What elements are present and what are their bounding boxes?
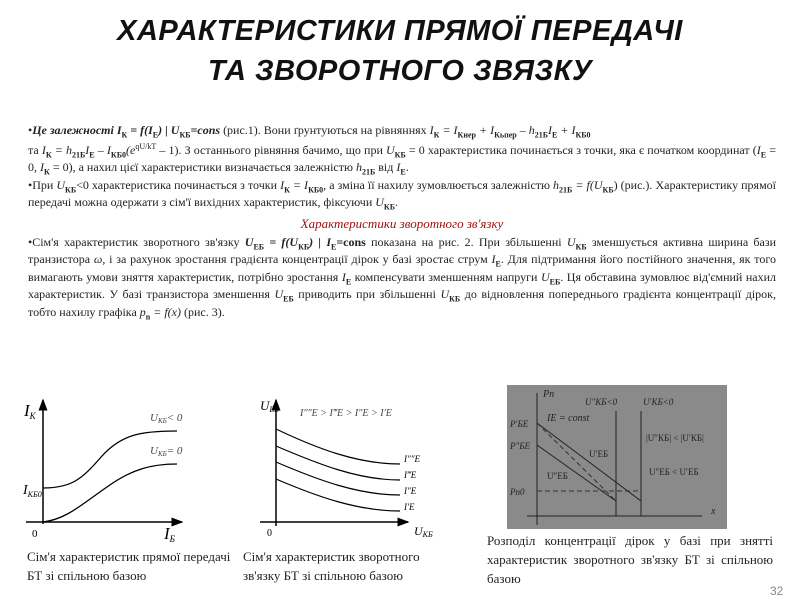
text-segment: Е [345,276,352,286]
ueb2-label: U″ЕБ [547,471,568,481]
curve-ukb-negative [43,431,177,488]
text-segment: ) (рис.). Характеристику прямої передачі можна одержати з сім'ї вихідних характеристик, фіксуючи [28,177,776,209]
text-segment: Кьпер [494,130,517,140]
text-segment: Це залежності I [32,123,122,137]
text-segment: U [244,234,254,249]
text-segment: КБ [179,130,191,140]
text-segment: К [433,130,440,140]
text-segment: приводить при збільшенні [293,287,441,301]
text-segment: (рис. 3). [180,304,225,319]
curve2-label: U [150,445,158,457]
text-segment: (рис.1). Вони ґрунтуються на рівняннях [220,123,430,137]
text-segment: h [553,177,560,192]
text-segment: Е [760,149,767,159]
text-segment: h [355,160,362,174]
curve-label: I′Е [404,502,415,512]
text-segment: =cons [336,234,366,249]
text-segment: •При [28,177,57,192]
text-segment: <0 характеристика починається з точки [76,177,281,192]
svg-text:IКБ0 [22,483,42,499]
text-segment: I [40,160,44,174]
p1-label: P′БЕ [510,419,529,429]
text-segment: ЕБ [253,241,265,251]
text-segment: КБ [65,184,77,194]
text-segment: К [44,167,50,177]
text-segment: – 1). З останнього рівняння бачимо, що при [156,142,386,157]
text-segment: =cons [190,123,221,137]
text-segment: U [274,287,284,301]
text-segment: – h [516,123,535,137]
text-segment: = h [51,142,72,157]
text-segment: ЕБ [283,294,294,304]
text-segment: ЕБ [549,276,561,286]
text-segment: = f(U [264,234,299,249]
curve1-rel: < 0 [166,412,183,424]
x-axis-label: U [414,524,423,538]
text-segment: Е [495,259,501,269]
inequality-1: |U″КБ| < |U′КБ| [646,433,704,443]
text-segment: КБ0 [110,149,126,159]
text-segment: . [395,195,399,209]
curve-label: I‴Е [404,470,417,480]
text-segment: Е [331,241,337,251]
text-segment: U [56,177,66,192]
text-segment: p [139,304,146,319]
text-segment: I [491,252,496,266]
curve2-rel: = 0 [166,445,183,457]
text-segment: U [566,234,576,249]
p2-label: P″БЕ [510,441,531,451]
text-segment: КБ [394,149,406,159]
svg-text:UКБ< 0 [150,412,183,425]
text-segment: = I [289,177,309,192]
x-axis-sub: Б [169,534,175,544]
caption-fig2: Сім'я характеристик зворотного зв'язку БТ зі спільною базою [243,549,420,583]
y-axis-sub: К [29,411,36,421]
text-segment: К [121,130,128,140]
svg-text:UКБ [414,524,433,539]
ikb0-sub: КБ0 [27,490,42,499]
x-axis-sub: КБ [422,530,433,539]
text-segment: Е [89,149,95,159]
text-segment: КБ [575,241,587,251]
text-segment: Е [552,130,558,140]
y-axis-sub: ЕБ [269,405,279,414]
text-segment: до відновлення попереднього градієнта концентрації дірок, тобто нахилу графіка [28,287,776,319]
text-segment: = I [439,123,458,137]
origin-label: 0 [267,528,272,539]
origin-label: 0 [32,528,38,540]
svg-text:IБ [163,524,176,544]
text-segment: показана на рис. 2. При збільшенні [365,234,567,249]
text-segment: = 0, [28,142,776,174]
text-segment: 21Б [534,130,548,140]
curve-ukb-zero [43,464,177,522]
text-segment: та [28,142,42,157]
text-segment: + I [475,123,495,137]
y-axis-label: Pn [543,389,555,400]
text-segment: I [341,269,346,284]
text-segment: Е [152,130,159,140]
slide-title-line2: ТА ЗВОРОТНОГО ЗВЯЗКУ [207,55,593,87]
text-segment: + I [557,123,576,137]
curve-label: I″Е [404,486,417,496]
y-axis-label: I [24,401,30,420]
text-segment: . Для підтримання його постійного значення, як того вимагають умови зняття характеристик, потрібно зростання [28,252,776,284]
caption-fig1: Сім'я характеристик прямої передачі БТ зі спільною базою [27,549,231,583]
text-segment: КБ0 [575,130,591,140]
text-segment: U [540,269,550,284]
inequality-2: U″ЕБ < U′ЕБ [649,467,699,477]
text-segment: зменшується активна ширина бази транзистора [28,234,777,266]
text-segment: = f(I [127,123,153,137]
text-segment: I [756,142,761,157]
text-segment: I [280,177,285,192]
u1-label: U″КБ<0 [585,397,618,407]
text-segment: . [405,160,409,174]
text-segment: I [548,123,552,137]
body-text [28,122,776,323]
text-segment: = f(x) [150,304,181,319]
text-segment: qU/kT [135,141,157,151]
x-axis-label: I [164,524,170,543]
text-segment: КБ [298,241,310,251]
pn0-label: Pn0 [510,487,525,497]
text-segment: I [396,160,401,174]
text-segment: , і за рахунок зростання градієнта концентрації дірок у базі зростає струм [102,252,492,266]
figure-hole-distribution [507,385,729,529]
text-segment: – I [94,142,111,157]
text-segment: 21Б [361,167,376,177]
text-segment: компенсувати зменшенням напруги [351,269,541,284]
text-segment: U [375,195,384,209]
text-segment: К [45,149,52,159]
text-segment: = 0), а нахил цієї характеристики визначається залежністю [49,160,356,174]
slide-title-line1: ХАРАКТЕРИСТИКИ ПРЯМОЇ ПЕРЕДАЧІ [117,15,683,47]
current-relation: I″″Е > I‴Е > I″Е > I′Е [300,408,392,419]
text-segment: I [429,123,434,137]
curve-label: I″″Е [404,454,420,464]
ie-const-label: IЕ = const [547,413,590,424]
text-segment: . Ця обставина зумовлює від'ємний нахил характеристик. У базі транзистора зменшення [28,269,777,301]
text-segment: • [28,123,33,137]
text-segment: 21Б [559,184,573,194]
figure-forward-transfer [22,394,222,544]
x-axis-label: x [711,506,716,517]
paragraph-forward-2 [28,142,776,212]
text-segment: I [85,142,90,157]
text-segment: I [41,142,46,157]
text-segment: КБ [602,184,614,194]
text-segment: = 0 характеристика починається з точки, яка є початком координат ( [405,142,757,157]
u2-label: U′КБ<0 [643,397,674,407]
figure-feedback [258,394,458,544]
svg-text:IК [23,401,37,421]
text-segment: ) | I [309,234,331,249]
text-segment: Кнер [457,130,476,140]
text-segment: U [440,287,450,301]
text-segment: від [375,160,397,174]
svg-text:UКБ= 0 [150,445,183,458]
curve1-label: U [150,412,158,424]
text-segment: (e [125,142,136,157]
text-segment: КБ [383,202,396,212]
paragraph-forward-1 [28,122,776,140]
text-segment: U [386,142,395,157]
curve-ie4 [276,429,400,464]
page-number: 32 [770,584,784,598]
ikb0-label: I [23,483,28,498]
text-segment: = f(U [572,177,603,192]
text-segment: КБ0 [308,184,324,194]
text-segment: КБ [449,294,461,304]
text-segment: 21Б [72,149,86,159]
section-subheading: Характеристики зворотного зв'язку [300,215,504,231]
y-axis-label: U [260,398,270,413]
text-segment: ω [93,252,103,266]
text-segment: Е [400,167,406,177]
caption-fig3: Розподіл концентрації дірок у базі при знятті характеристик зворотного зв'язку БТ зі спільною базою [487,533,773,586]
text-segment: •Сім'я характеристик зворотного зв'язку [28,234,245,249]
text-segment: ) | U [158,123,180,137]
curve2-sub: КБ [157,450,167,458]
text-segment: n [145,311,151,321]
text-segment: , а зміна її нахилу зумовлюється залежністю [323,177,554,192]
curve1-sub: КБ [157,417,167,425]
paragraph-feedback [28,234,776,322]
text-segment: К [284,184,290,194]
curve-ie1 [276,479,400,511]
ueb1-label: U′ЕБ [589,449,609,459]
